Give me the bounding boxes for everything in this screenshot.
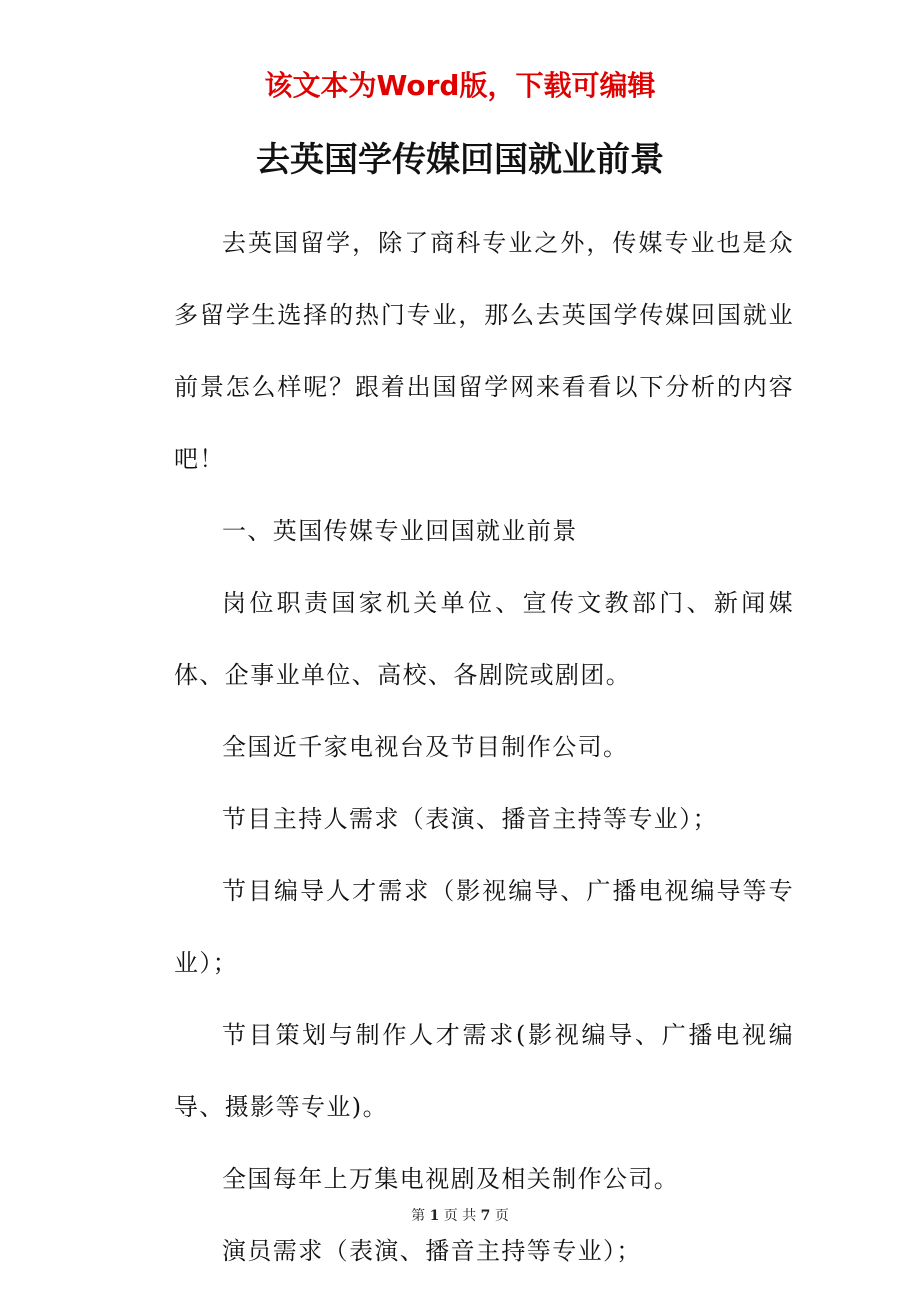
paragraph-actor-demand: 演员需求（表演、播音主持等专业）； bbox=[222, 1237, 642, 1265]
paragraph-intro: 去英国留学，除了商科专业之外，传媒专业也是众多留学生选择的热门专业，那么去英国学传媒回国就业前景怎么样呢？跟着出国留学网来看看以下分析的内容吧！ bbox=[174, 229, 794, 473]
paragraph-planning-demand: 节目策划与制作人才需求(影视编导、广播电视编导、摄影等专业)。 bbox=[174, 1021, 794, 1121]
footer-total-pages: 7 bbox=[480, 1208, 491, 1224]
paragraph-tv-drama: 全国每年上万集电视剧及相关制作公司。 bbox=[222, 1165, 680, 1193]
section-heading: 一、英国传媒专业回国就业前景 bbox=[222, 517, 578, 545]
footer-page-number: 1 bbox=[429, 1208, 440, 1224]
document-title: 去英国学传媒回国就业前景 bbox=[256, 140, 664, 180]
paragraph-positions: 岗位职责国家机关单位、宣传文教部门、新闻媒体、企事业单位、高校、各剧院或剧团。 bbox=[174, 589, 794, 689]
paragraph-tv-stations: 全国近千家电视台及节目制作公司。 bbox=[222, 733, 629, 761]
word-version-banner: 该文本为Word版，下载可编辑 bbox=[264, 69, 656, 102]
footer-prefix: 第 bbox=[411, 1208, 426, 1224]
page-footer bbox=[0, 1206, 920, 1226]
paragraph-host-demand: 节目主持人需求（表演、播音主持等专业）； bbox=[222, 805, 718, 833]
paragraph-director-demand: 节目编导人才需求（影视编导、广播电视编导等专业）； bbox=[174, 877, 794, 977]
document-body bbox=[174, 207, 794, 1287]
footer-suffix: 页 bbox=[494, 1208, 509, 1224]
footer-middle: 页 共 bbox=[443, 1208, 477, 1224]
